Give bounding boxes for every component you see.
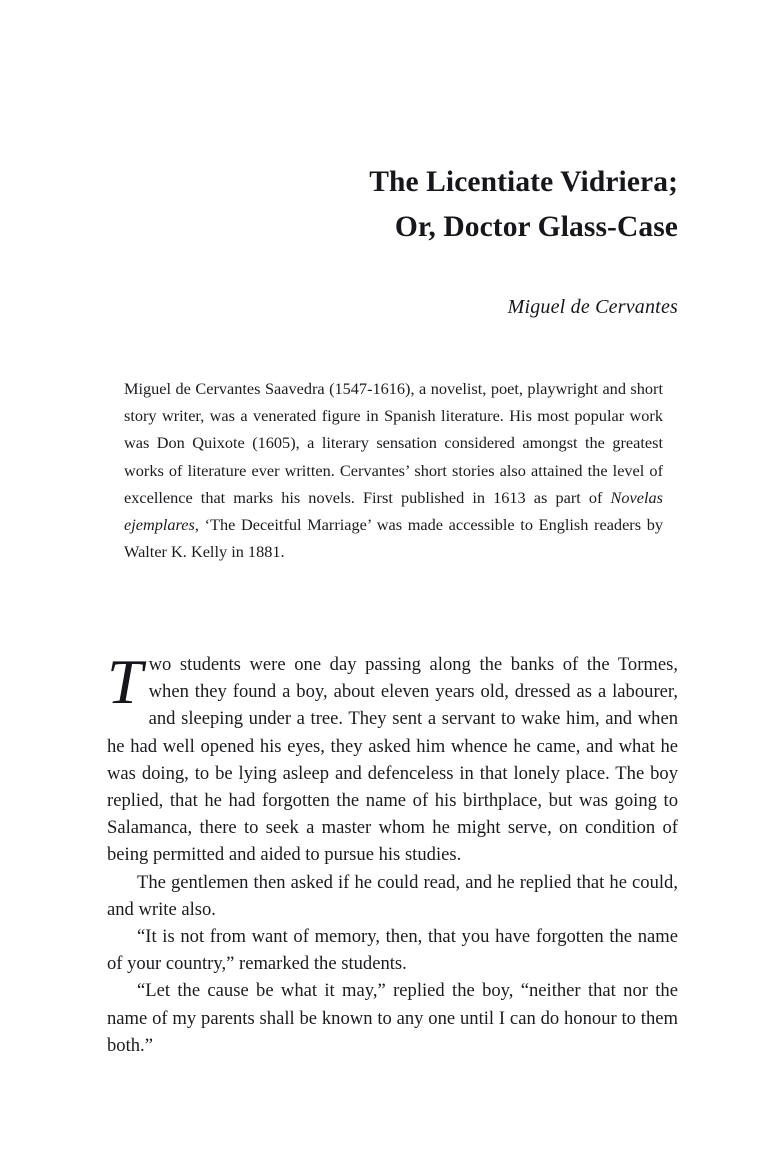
body-paragraph-1-text: wo students were one day passing along the banks of the Tormes, when they found a boy, about eleven years old, dressed as a labourer, and sleeping under a tree. They sent a servant to wake him, and when he had well opened his eyes, they asked him whence he came, and what he was doing, to be lying asleep and defenceless in that lonely place. The boy replied, that he had forgotten the name of his birthplace, but was going to Salamanca, there to seek a master whom he might serve, on condition of being permitted and aided to pursue his studies. xyxy=(107,654,678,866)
page-title xyxy=(107,160,678,250)
body-text xyxy=(107,646,678,1059)
intro-blurb xyxy=(124,375,663,565)
intro-text-part-1: Miguel de Cervantes Saavedra (1547-1616), a novelist, poet, playwright and short story writer, was a venerated figure in Spanish literature. His most popular work was Don Quixote (1605), a literary sensation considered amongst the greatest works of literature ever written. Cervantes’ short stories also attained the level of excellence that marks his novels. First published in 1613 as part of xyxy=(124,379,663,507)
body-paragraph-3: “It is not from want of memory, then, that you have forgotten the name of your country,” remarked the students. xyxy=(107,926,678,975)
body-paragraph-2: The gentlemen then asked if he could read, and he replied that he could, and write also. xyxy=(107,871,678,920)
intro-text-part-2: , ‘The Deceitful Marriage’ was made accessible to English readers by Walter K. Kelly in 1881. xyxy=(124,515,663,562)
title-block xyxy=(107,160,678,319)
body-paragraph-4: “Let the cause be what it may,” replied the boy, “neither that nor the name of my parents shall be known to any one until I can do honour to them both.” xyxy=(107,980,678,1056)
page-title-line-1: The Licentiate Vidriera; xyxy=(369,166,678,198)
drop-cap-letter: T xyxy=(107,646,143,717)
page-title-line-2: Or, Doctor Glass-Case xyxy=(394,211,678,243)
author-byline: Miguel de Cervantes xyxy=(507,296,678,318)
body-paragraph-1 xyxy=(107,646,678,869)
intro-italic-work-title: Novelas ejemplares xyxy=(124,487,663,535)
